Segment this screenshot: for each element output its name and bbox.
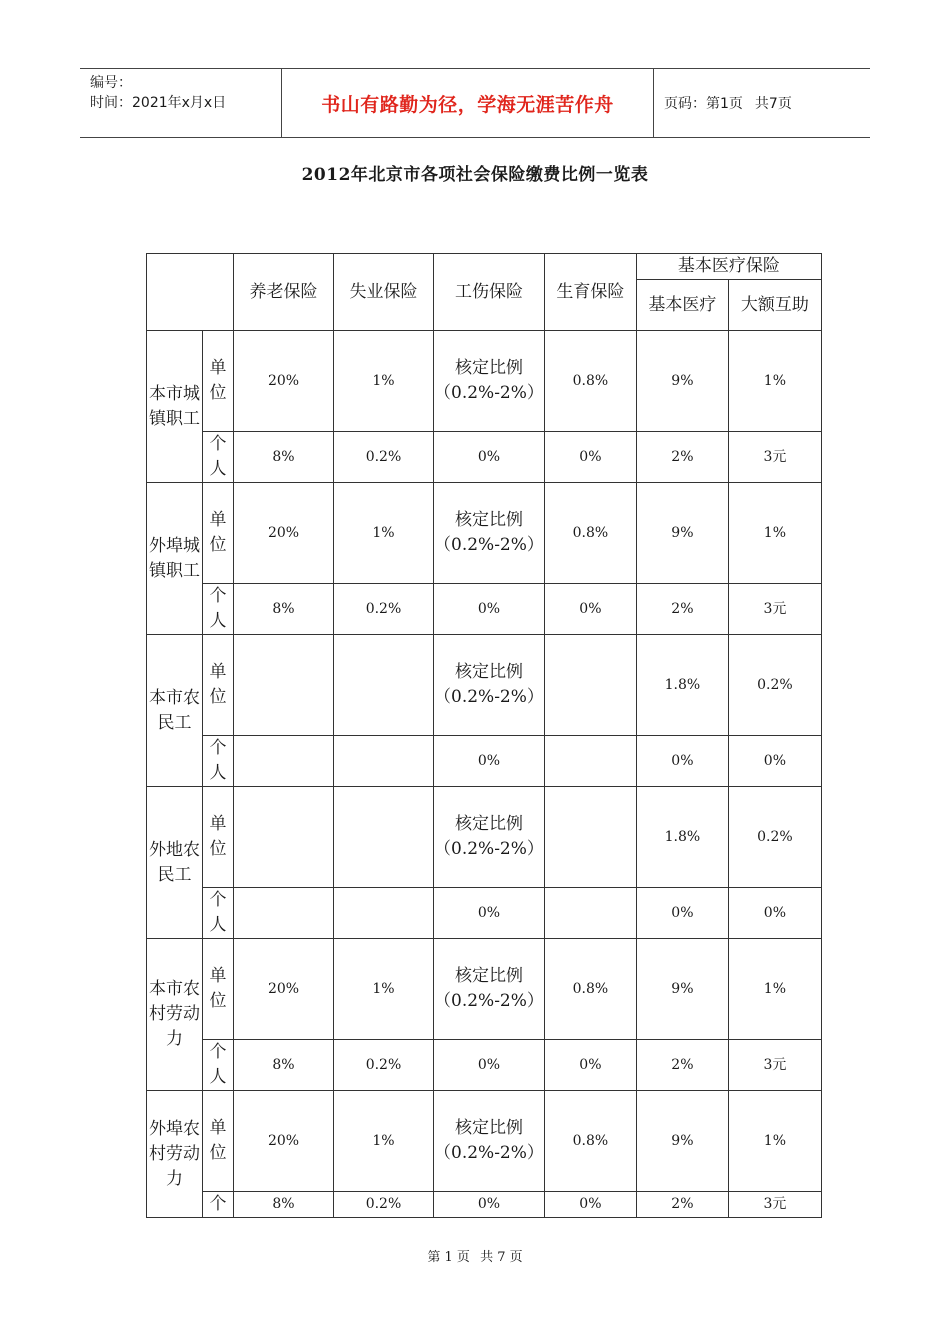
page-footer	[0, 1246, 950, 1265]
row-type-unit: 单位	[203, 939, 234, 1040]
cell-unemployment-unit	[334, 787, 434, 888]
footer-page-total: 共 7 页	[480, 1250, 523, 1265]
row-type-unit: 单位	[203, 787, 234, 888]
cell-unemployment-unit: 1%	[334, 331, 434, 432]
col-header-injury: 工伤保险	[434, 254, 545, 331]
insurance-rate-table	[146, 253, 822, 1218]
cell-injury-individual: 0%	[434, 584, 545, 635]
cell-maternity-unit: 0.8%	[544, 483, 636, 584]
cell-pension-individual: 8%	[234, 584, 334, 635]
table-row-unit	[147, 331, 822, 432]
table-corner-cell	[147, 254, 234, 331]
cell-injury-individual: 0%	[434, 736, 545, 787]
cell-medical-basic-individual: 2%	[636, 1192, 728, 1218]
cell-medical-large-individual: 3元	[728, 1192, 821, 1218]
cell-medical-basic-individual: 2%	[636, 1040, 728, 1091]
cell-medical-large-individual: 3元	[728, 584, 821, 635]
cell-pension-unit	[234, 635, 334, 736]
cell-pension-individual	[234, 888, 334, 939]
row-type-individual: 个	[203, 1192, 234, 1218]
cell-medical-large-individual: 0%	[728, 888, 821, 939]
table-row-individual	[147, 1192, 822, 1218]
cell-medical-basic-unit: 9%	[636, 939, 728, 1040]
cell-unemployment-individual: 0.2%	[334, 1192, 434, 1218]
header-page-info	[654, 69, 870, 137]
cell-medical-large-individual: 3元	[728, 1040, 821, 1091]
cell-medical-basic-unit: 1.8%	[636, 635, 728, 736]
cell-pension-individual: 8%	[234, 432, 334, 483]
table-row-unit	[147, 635, 822, 736]
document-title: 2012年北京市各项社会保险缴费比例一览表	[301, 165, 649, 185]
document-date: 时间：2021年x月x日	[90, 95, 227, 111]
cell-maternity-individual: 0%	[544, 584, 636, 635]
row-type-unit: 单位	[203, 1091, 234, 1192]
col-header-medical-group: 基本医疗保险	[636, 254, 821, 280]
cell-unemployment-unit	[334, 635, 434, 736]
cell-unemployment-unit: 1%	[334, 1091, 434, 1192]
cell-medical-large-individual: 0%	[728, 736, 821, 787]
cell-medical-basic-individual: 2%	[636, 432, 728, 483]
cell-pension-unit: 20%	[234, 1091, 334, 1192]
header-motto-cell	[282, 69, 654, 137]
cell-medical-basic-individual: 0%	[636, 888, 728, 939]
cell-medical-basic-unit: 9%	[636, 331, 728, 432]
cell-injury-unit: 核定比例（0.2%-2%）	[434, 331, 545, 432]
row-group-label: 本市城镇职工	[147, 331, 203, 483]
cell-medical-large-unit: 1%	[728, 483, 821, 584]
row-group-label: 本市农民工	[147, 635, 203, 787]
cell-maternity-unit	[544, 635, 636, 736]
col-header-medical-basic: 基本医疗	[636, 280, 728, 331]
cell-maternity-unit: 0.8%	[544, 331, 636, 432]
col-header-pension: 养老保险	[234, 254, 334, 331]
col-header-medical-large: 大额互助	[728, 280, 821, 331]
table-row-individual	[147, 888, 822, 939]
cell-pension-unit: 20%	[234, 331, 334, 432]
cell-medical-basic-individual: 2%	[636, 584, 728, 635]
table-header-row-1	[147, 254, 822, 280]
cell-maternity-unit	[544, 787, 636, 888]
cell-unemployment-individual: 0.2%	[334, 584, 434, 635]
cell-pension-unit: 20%	[234, 939, 334, 1040]
cell-injury-unit: 核定比例（0.2%-2%）	[434, 483, 545, 584]
cell-pension-individual: 8%	[234, 1040, 334, 1091]
col-header-maternity: 生育保险	[544, 254, 636, 331]
cell-pension-individual: 8%	[234, 1192, 334, 1218]
document-number-label: 编号：	[90, 75, 132, 91]
cell-pension-unit: 20%	[234, 483, 334, 584]
cell-medical-large-unit: 1%	[728, 331, 821, 432]
cell-unemployment-individual	[334, 888, 434, 939]
header-page-total: 共7页	[754, 96, 792, 112]
row-type-unit: 单位	[203, 635, 234, 736]
cell-unemployment-unit: 1%	[334, 939, 434, 1040]
cell-unemployment-unit: 1%	[334, 483, 434, 584]
row-type-individual: 个人	[203, 736, 234, 787]
cell-injury-individual: 0%	[434, 432, 545, 483]
row-group-label: 本市农村劳动力	[147, 939, 203, 1091]
cell-medical-basic-unit: 9%	[636, 1091, 728, 1192]
cell-unemployment-individual	[334, 736, 434, 787]
cell-maternity-unit: 0.8%	[544, 939, 636, 1040]
header-motto: 书山有路勤为径，学海无涯苦作舟	[321, 93, 614, 116]
table-row-individual	[147, 736, 822, 787]
cell-maternity-individual: 0%	[544, 432, 636, 483]
row-group-label: 外埠农村劳动力	[147, 1091, 203, 1218]
cell-maternity-individual	[544, 888, 636, 939]
table-row-unit	[147, 1091, 822, 1192]
row-type-unit: 单位	[203, 483, 234, 584]
cell-medical-large-individual: 3元	[728, 432, 821, 483]
cell-maternity-individual	[544, 736, 636, 787]
cell-maternity-individual: 0%	[544, 1040, 636, 1091]
table-row-individual	[147, 1040, 822, 1091]
cell-injury-individual: 0%	[434, 1192, 545, 1218]
cell-medical-large-unit: 1%	[728, 1091, 821, 1192]
row-type-individual: 个人	[203, 1040, 234, 1091]
page-header	[80, 68, 870, 138]
cell-pension-individual	[234, 736, 334, 787]
row-group-label: 外埠城镇职工	[147, 483, 203, 635]
col-header-unemployment: 失业保险	[334, 254, 434, 331]
row-type-individual: 个人	[203, 888, 234, 939]
cell-injury-unit: 核定比例（0.2%-2%）	[434, 787, 545, 888]
cell-medical-basic-individual: 0%	[636, 736, 728, 787]
row-type-individual: 个人	[203, 432, 234, 483]
cell-injury-individual: 0%	[434, 1040, 545, 1091]
cell-injury-unit: 核定比例（0.2%-2%）	[434, 635, 545, 736]
cell-medical-large-unit: 0.2%	[728, 635, 821, 736]
cell-unemployment-individual: 0.2%	[334, 1040, 434, 1091]
cell-maternity-individual: 0%	[544, 1192, 636, 1218]
cell-medical-basic-unit: 1.8%	[636, 787, 728, 888]
row-type-individual: 个人	[203, 584, 234, 635]
cell-pension-unit	[234, 787, 334, 888]
cell-medical-basic-unit: 9%	[636, 483, 728, 584]
cell-injury-individual: 0%	[434, 888, 545, 939]
row-type-unit: 单位	[203, 331, 234, 432]
cell-unemployment-individual: 0.2%	[334, 432, 434, 483]
cell-medical-large-unit: 0.2%	[728, 787, 821, 888]
cell-maternity-unit: 0.8%	[544, 1091, 636, 1192]
footer-page-current: 第 1 页	[427, 1250, 470, 1265]
table-row-individual	[147, 432, 822, 483]
table-row-unit	[147, 483, 822, 584]
row-group-label: 外地农民工	[147, 787, 203, 939]
cell-injury-unit: 核定比例（0.2%-2%）	[434, 1091, 545, 1192]
cell-medical-large-unit: 1%	[728, 939, 821, 1040]
header-page-current: 页码：第1页	[664, 96, 743, 112]
table-row-individual	[147, 584, 822, 635]
cell-injury-unit: 核定比例（0.2%-2%）	[434, 939, 545, 1040]
table-row-unit	[147, 939, 822, 1040]
table-row-unit	[147, 787, 822, 888]
header-meta	[80, 69, 282, 137]
